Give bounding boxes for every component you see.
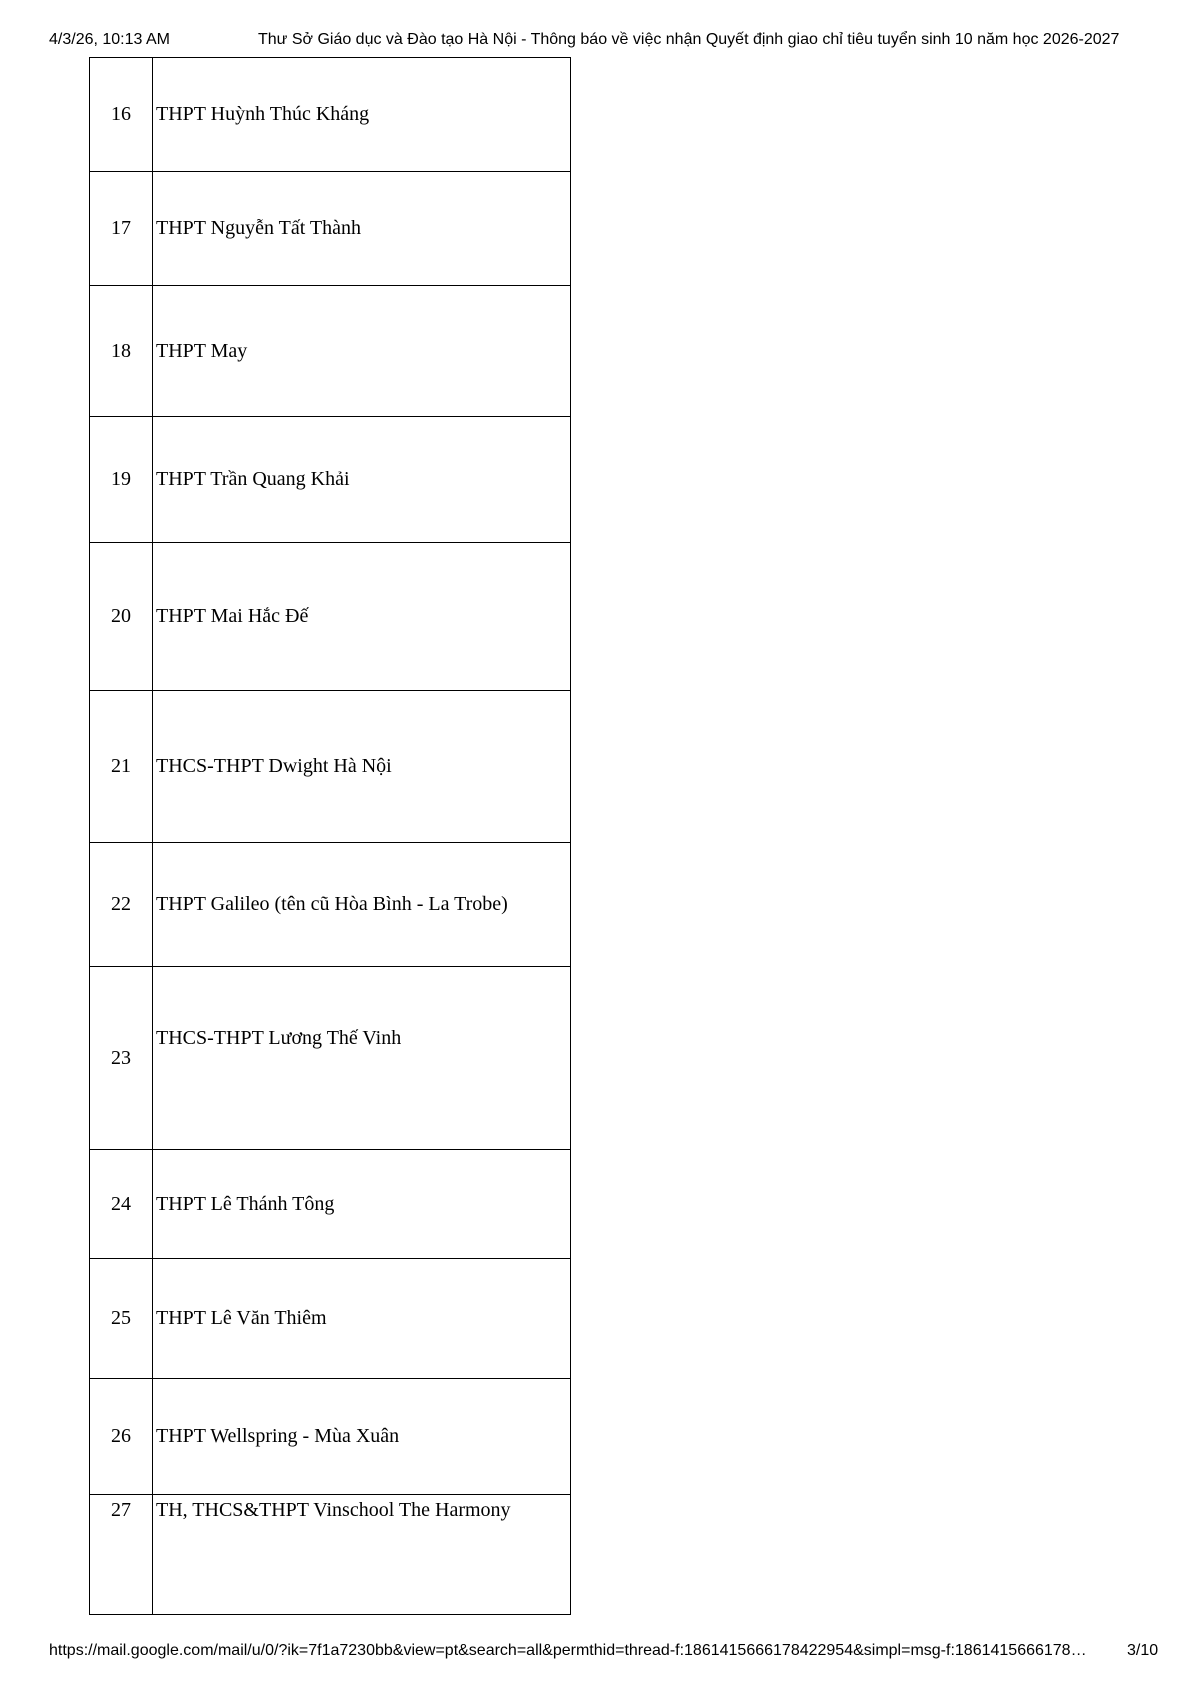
print-title: Thư Sở Giáo dục và Đào tạo Hà Nội - Thông báo về việc nhận Quyết định giao chỉ tiêu tuyển sinh 10 năm học 2026-2027	[258, 31, 1120, 48]
row-number: 22	[90, 843, 153, 967]
row-number: 16	[90, 58, 153, 172]
table-row	[90, 691, 571, 843]
print-datetime: 4/3/26, 10:13 AM	[49, 31, 170, 48]
school-name: THPT Mai Hắc Đế	[153, 543, 571, 691]
table-row	[90, 1150, 571, 1259]
row-number: 26	[90, 1379, 153, 1495]
row-number: 20	[90, 543, 153, 691]
school-name: THCS-THPT Lương Thế Vinh	[153, 967, 571, 1150]
school-name: THPT Trần Quang Khải	[153, 417, 571, 543]
table-row	[90, 1495, 571, 1615]
print-header	[0, 28, 1189, 52]
row-number: 25	[90, 1259, 153, 1379]
school-name: TH, THCS&THPT Vinschool The Harmony	[153, 1495, 571, 1615]
school-name: THPT Huỳnh Thúc Kháng	[153, 58, 571, 172]
table-row	[90, 843, 571, 967]
school-name: THPT Galileo (tên cũ Hòa Bình - La Trobe)	[153, 843, 571, 967]
table-row	[90, 172, 571, 286]
school-name: THPT Nguyễn Tất Thành	[153, 172, 571, 286]
school-name: THPT Wellspring - Mùa Xuân	[153, 1379, 571, 1495]
page-number: 3/10	[1127, 1642, 1159, 1659]
table-row	[90, 1379, 571, 1495]
school-table	[89, 57, 571, 1615]
table-row	[90, 58, 571, 172]
row-number: 27	[90, 1495, 153, 1615]
row-number: 21	[90, 691, 153, 843]
school-table-container	[89, 57, 571, 1647]
row-number: 18	[90, 286, 153, 417]
table-row	[90, 286, 571, 417]
school-name: THPT May	[153, 286, 571, 417]
row-number: 24	[90, 1150, 153, 1259]
row-number: 23	[90, 967, 153, 1150]
school-name: THCS-THPT Dwight Hà Nội	[153, 691, 571, 843]
row-number: 17	[90, 172, 153, 286]
table-row	[90, 417, 571, 543]
school-name: THPT Lê Thánh Tông	[153, 1150, 571, 1259]
table-row	[90, 543, 571, 691]
row-number: 19	[90, 417, 153, 543]
print-url: https://mail.google.com/mail/u/0/?ik=7f1a7230bb&view=pt&search=all&permthid=thread-f:1861415666178422954&simpl=msg-f:1861415666178…	[49, 1642, 1087, 1659]
table-row	[90, 967, 571, 1150]
print-footer	[0, 1639, 1189, 1663]
school-name: THPT Lê Văn Thiêm	[153, 1259, 571, 1379]
table-row	[90, 1259, 571, 1379]
